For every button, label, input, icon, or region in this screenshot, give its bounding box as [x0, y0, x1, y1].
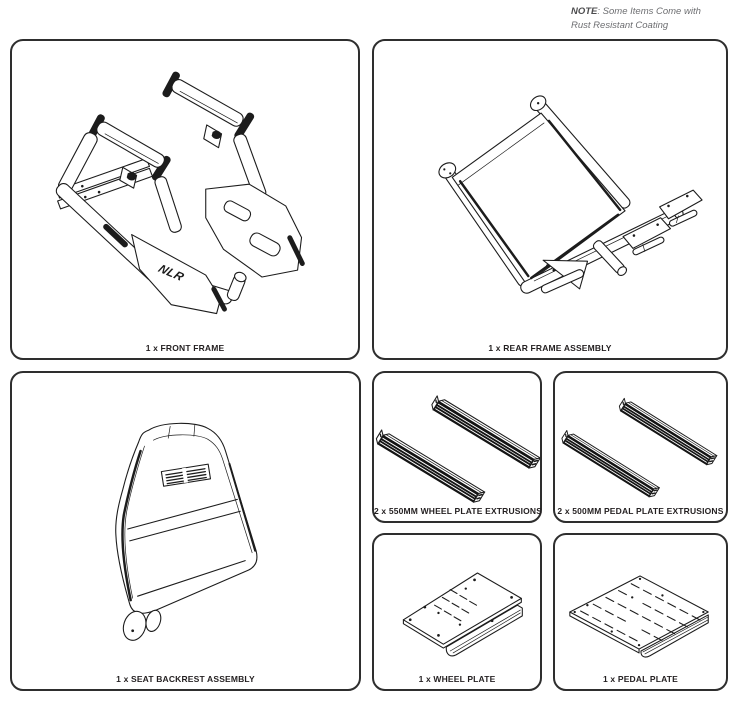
note-line-1 [571, 5, 733, 19]
panel-pedal-extrusions [553, 371, 728, 523]
wheel-extrusions-illustration [374, 373, 543, 521]
extrusion-bar [430, 395, 540, 470]
nlr-logo-text: NLR [155, 261, 188, 284]
panel-caption-rear-frame: 1 x REAR FRAME ASSEMBLY [488, 343, 612, 353]
panel-caption-seat-backrest: 1 x SEAT BACKREST ASSEMBLY [116, 674, 255, 684]
panel-caption-pedal-plate: 1 x PEDAL PLATE [603, 674, 678, 684]
extrusion-bar [560, 430, 659, 499]
front-frame-right-piece [161, 70, 305, 277]
panel-caption-wheel-plate: 1 x WHEEL PLATE [418, 674, 496, 684]
pedal-plate-illustration [555, 535, 726, 689]
wheel-plate [403, 573, 522, 656]
panel-rear-frame [372, 39, 728, 360]
panel-wheel-plate [372, 533, 542, 691]
pedal-extrusions-illustration [555, 373, 726, 521]
panel-caption-front-frame: 1 x FRONT FRAME [145, 343, 225, 353]
panel-seat-backrest [10, 371, 361, 691]
panel-pedal-plate [553, 533, 728, 691]
panel-front-frame [10, 39, 360, 360]
extrusion-bar [618, 398, 717, 467]
front-frame-illustration [12, 41, 358, 358]
rear-frame-illustration [374, 41, 726, 358]
panel-wheel-extrusions [372, 371, 542, 523]
note-rest: : Some Items Come with [597, 6, 701, 17]
panel-caption-pedal-extrusions: 2 x 500MM PEDAL PLATE EXTRUSIONS [557, 506, 724, 516]
note-line-2: Rust Resistant Coating [571, 20, 669, 31]
note-label: NOTE [571, 6, 598, 17]
panel-caption-wheel-extrusions: 2 x 550MM WHEEL PLATE EXTRUSIONS [374, 506, 543, 516]
seat-backrest-assembly [116, 423, 257, 643]
rear-frame-assembly [436, 93, 702, 295]
extrusion-bar [374, 430, 484, 505]
rust-coating-note [571, 5, 733, 33]
pedal-plate [570, 576, 708, 657]
seat-backrest-illustration [12, 373, 359, 689]
wheel-plate-illustration [374, 535, 540, 689]
